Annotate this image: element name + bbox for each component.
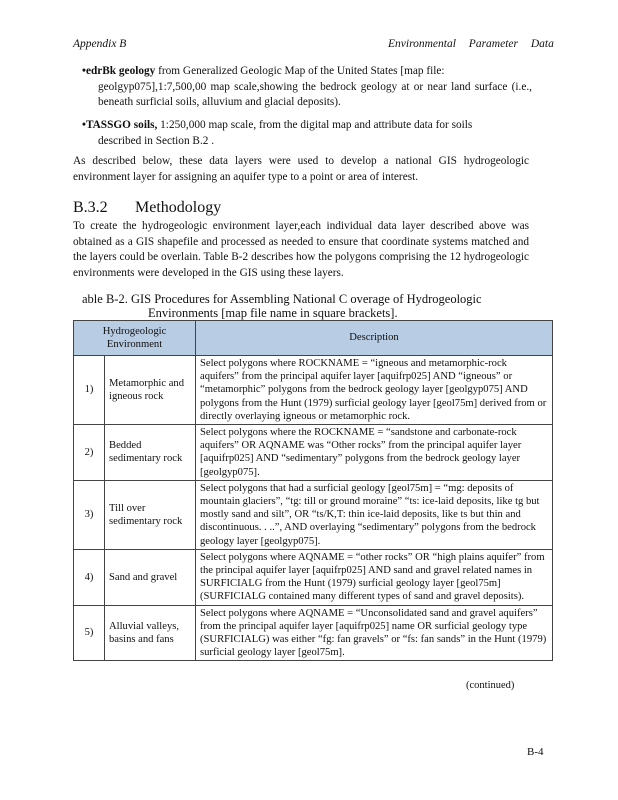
table-row	[74, 425, 553, 481]
row-environment: Metamorphic and igneous rock	[105, 356, 196, 425]
header-hydrogeologic-environment: Hydrogeologic Environment	[74, 321, 196, 356]
section-number: B.3.2	[73, 199, 108, 216]
bullet-text: 1:250,000 map scale, from the digital map and attribute data for soils	[157, 119, 473, 131]
paragraph-methodology: To create the hydrogeologic environment layer,each individual data layer described above was obtained as a GIS shapefile and processed as needed to ensure that coordinate systems matched and the layers could be overlain. Table B-2 describes how the polygons comprising the 12 hydrogeologic environments were developed in the GIS using these layers.	[73, 220, 529, 279]
bullet-statsgo-soils	[82, 118, 532, 149]
table-caption	[82, 292, 532, 320]
continued-label: (continued)	[466, 680, 515, 691]
caption-line-2: Environments [map file name in square brackets].	[148, 306, 398, 320]
table-header-row	[74, 321, 553, 356]
row-environment: Bedded sedimentary rock	[105, 425, 196, 481]
caption-line-1: able B-2. GIS Procedures for Assembling National C overage of Hydrogeologic	[82, 292, 482, 306]
header-section-title: Environmental Parameter Data	[388, 38, 554, 50]
paragraph-data-layers: As described below, these data layers were used to develop a national GIS hydrogeologic environment layer for assigning an aquifer type to a point or area of interest.	[73, 155, 529, 183]
page-number: B-4	[527, 746, 544, 758]
header-description: Description	[196, 321, 553, 356]
row-description: Select polygons where ROCKNAME = “igneous and metamorphic-rock aquifers” from the principal aquifer layer [aquifrp025] AND “igneous” or “metamorphic” polygons from the bedrock geology layer [geolgyp075] AND polygons from the Hunt (1979) surficial geology layer [geol75m] derived from or directly overlaying igneous or metamorphic rock.	[196, 356, 553, 425]
table-row	[74, 605, 553, 661]
row-number: 2)	[74, 425, 105, 481]
section-heading	[73, 199, 221, 217]
row-description: Select polygons where the ROCKNAME = “sandstone and carbonate-rock aquifers” OR AQNAME was “Other rocks” from the principal aquifer layer [aquifrp025] AND “sedimentary” polygons from the bedrock geology layer [geolgyp075].	[196, 425, 553, 481]
bullet-bedrock-geology	[82, 64, 532, 111]
row-description: Select polygons where AQNAME = “Unconsolidated sand and gravel aquifers” from the principal aquifer layer [aquifrp025] name OR surficial geology type (SURFICIALG) was either “fg: fan gravels” or “fs: fan sands” in the Hunt (1979) surficial geology layer [geol75m].	[196, 605, 553, 661]
bullet-continuation: described in Section B.2 .	[98, 134, 215, 147]
row-description: Select polygons where AQNAME = “other rocks” OR “high plains aquifer” from the principal aquifer layer [aquifrp025] AND sand and gravel related names in SURFICIALG from the Hunt (1979) surficial geology layer [geol75m] (SURFICIALG contained many different types of sand and gravel deposits).	[196, 549, 553, 605]
row-number: 4)	[74, 549, 105, 605]
table-row	[74, 549, 553, 605]
row-number: 5)	[74, 605, 105, 661]
row-number: 3)	[74, 480, 105, 549]
row-environment: Alluvial valleys, basins and fans	[105, 605, 196, 661]
row-number: 1)	[74, 356, 105, 425]
bullet-continuation: geolgyp075],1:7,500,00 map scale,showing the bedrock geology at or near land surface (i.e., beneath surficial soils, alluvium and glacial deposits).	[98, 80, 532, 108]
gis-procedures-table	[73, 320, 553, 661]
section-title: Methodology	[135, 199, 222, 216]
bullet-lead: •edrBk geology	[82, 65, 156, 77]
bullet-text: from Generalized Geologic Map of the United States [map file:	[155, 65, 445, 77]
table-row	[74, 480, 553, 549]
header-appendix: Appendix B	[73, 38, 127, 50]
row-description: Select polygons that had a surficial geology [geol75m] = “mg: deposits of mountain glaciers”, “tg: till or ground moraine” “ts: ice-laid deposits, like tg but mostly sand and silt”, OR “ts/K,T: thin ice-laid deposits, like ts but thin and discontinuous. . ..”, AND overlaying “sedimentary” polygons from the bedrock geology layer [geolgyp075].	[196, 480, 553, 549]
bullet-lead: •TASSGO soils,	[82, 119, 158, 131]
row-environment: Sand and gravel	[105, 549, 196, 605]
table-row	[74, 356, 553, 425]
row-environment: Till over sedimentary rock	[105, 480, 196, 549]
